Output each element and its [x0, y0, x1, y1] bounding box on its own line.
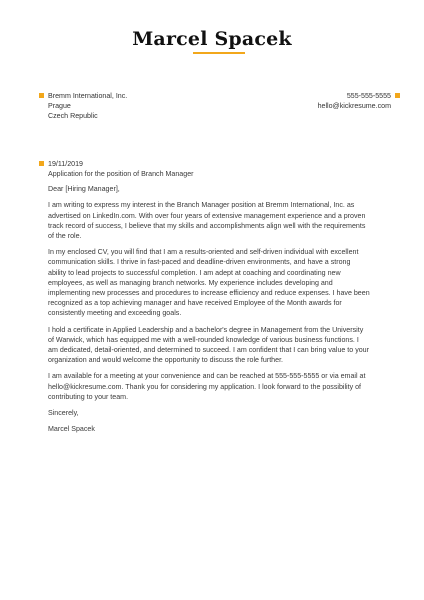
letter-paragraph: I am available for a meeting at your convenience and can be reached at 555-555-5555 or via email at hello@kickresume.com. Thank you for considering my application. I look forward to the possibility of contributing to your team. — [48, 372, 366, 401]
contact-email: hello@kickresume.com — [317, 102, 391, 111]
letter-paragraph: I hold a certificate in Applied Leadership and a bachelor's degree in Management from the University of Warwick, which has equipped me with a well-rounded knowledge of various business functions. I am dedicated, detail-oriented, and determined to succeed. I am confident that I can bring value to your organization and would welcome the opportunity to discuss the role further. — [48, 325, 369, 365]
letter-closing: Sincerely, — [48, 409, 79, 418]
recipient-company: Bremm International, Inc. — [48, 92, 128, 100]
letter-date: 19/11/2019 — [48, 160, 83, 168]
name-underline — [193, 52, 245, 54]
letter-body — [48, 169, 370, 440]
recipient-country: Czech Republic — [48, 112, 98, 121]
contact-marker-icon — [395, 93, 400, 98]
applicant-name: Marcel Spacek — [132, 28, 292, 50]
letter-salutation: Dear [Hiring Manager], — [48, 185, 120, 194]
letter-paragraph: In my enclosed CV, you will find that I am a results-oriented and self-driven individual with excellent communication skills. I thrive in fast-paced and deadline-driven environments, and have a strong ability to lead projects to successful completion. I am adept at coaching and coordinating new employees, as well as managing branch networks. My experience includes developing and implementing new processes and procedures to increase efficiency and reduce expenses. I have been recognized as a top achieving manager and have received Employee of the Month awards for consistently meeting and exceeding goals. — [48, 248, 370, 318]
sender-contact — [318, 91, 391, 111]
letter-subject: Application for the position of Branch Manager — [48, 170, 194, 178]
date-marker-icon — [39, 161, 44, 166]
contact-phone: 555-555-5555 — [346, 92, 391, 100]
recipient-city: Prague — [48, 102, 71, 111]
letter-paragraph: I am writing to express my interest in the Branch Manager position at Bremm International, Inc. as advertised on LinkedIn.com. With over four years of extensive management experience and a proven track record of success, I believe that my skills and accomplishments align well with the requirements of the role. — [48, 201, 366, 241]
recipient-marker-icon — [39, 93, 44, 98]
letter-signature: Marcel Spacek — [48, 425, 95, 434]
recipient-address — [48, 91, 127, 122]
